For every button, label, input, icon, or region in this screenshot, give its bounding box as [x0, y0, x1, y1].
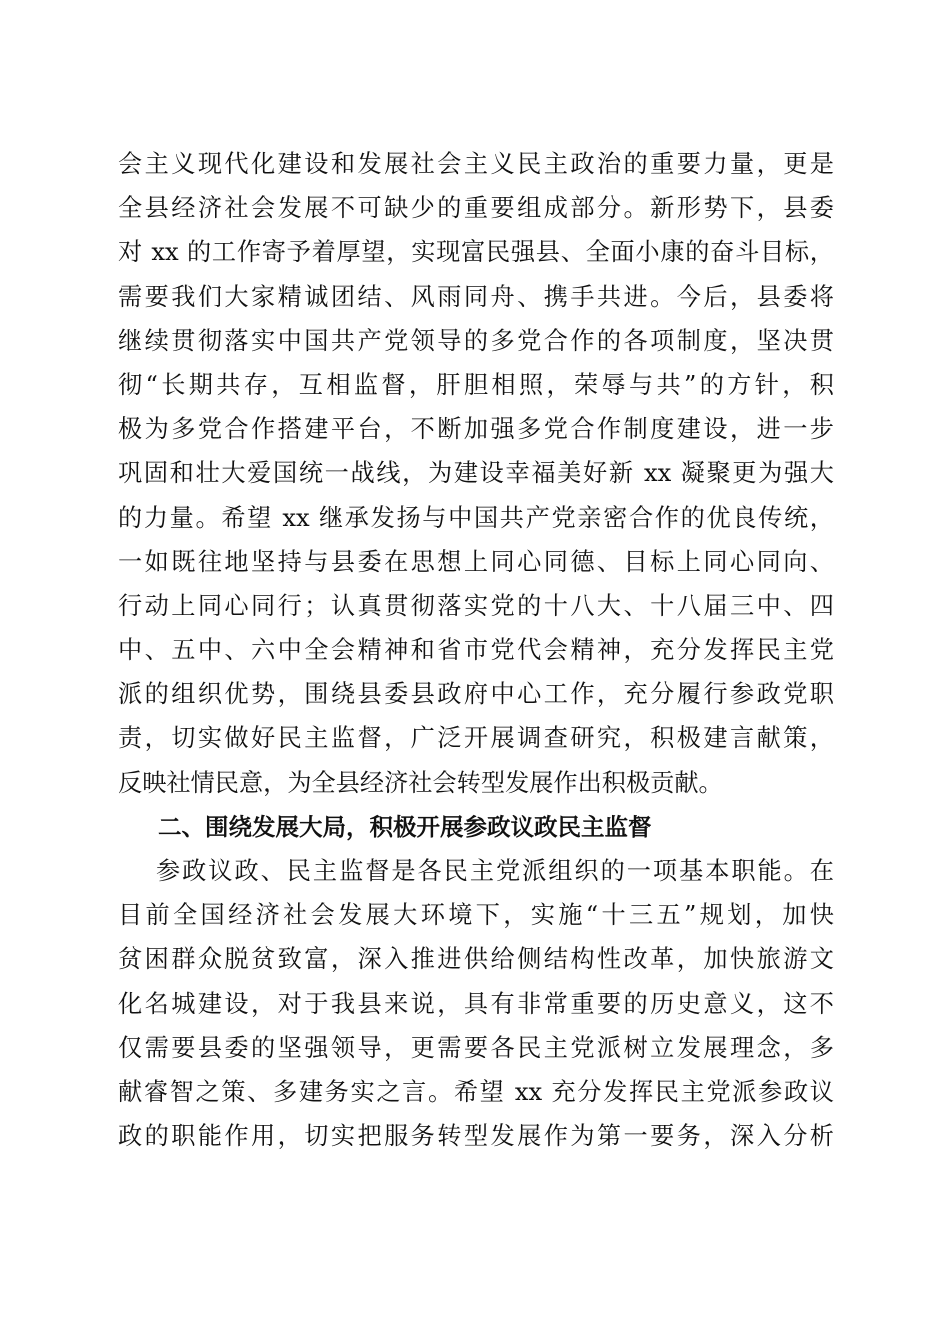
text-line: 责，切实做好民主监督，广泛开展调查研究，积极建言献策，: [118, 724, 834, 753]
text-line: 彻“长期共存，互相监督，肝胆相照，荣辱与共”的方针，积: [118, 370, 834, 399]
text-line: 目前全国经济社会发展大环境下，实施“十三五”规划，加快: [118, 901, 834, 930]
text-line: 中、五中、六中全会精神和省市党代会精神，充分发挥民主党: [118, 636, 834, 665]
text-line: 政的职能作用，切实把服务转型发展作为第一要务，深入分析: [118, 1122, 834, 1151]
text-line: 继续贯彻落实中国共产党领导的多党合作的各项制度，坚决贯: [118, 326, 834, 355]
text-line: 化名城建设，对于我县来说，具有非常重要的历史意义，这不: [118, 989, 834, 1018]
text-line: 对 xx 的工作寄予着厚望，实现富民强县、全面小康的奋斗目标，: [118, 238, 834, 267]
text-line: 参政议政、民主监督是各民主党派组织的一项基本职能。在: [156, 857, 834, 885]
section-heading: 二、围绕发展大局，积极开展参政议政民主监督: [158, 812, 652, 841]
text-line: 极为多党合作搭建平台，不断加强多党合作制度建设，进一步: [118, 415, 834, 444]
text-line: 仅需要县委的坚强领导，更需要各民主党派树立发展理念，多: [118, 1033, 834, 1062]
text-line: 派的组织优势，围绕县委县政府中心工作，充分履行参政党职: [118, 680, 834, 709]
text-line: 一如既往地坚持与县委在思想上同心同德、目标上同心同向、: [118, 547, 834, 576]
text-line: 全县经济社会发展不可缺少的重要组成部分。新形势下，县委: [118, 194, 834, 223]
text-line: 行动上同心同行；认真贯彻落实党的十八大、十八届三中、四: [118, 591, 834, 620]
text-line: 贫困群众脱贫致富，深入推进供给侧结构性改革，加快旅游文: [118, 945, 834, 974]
text-line: 反映社情民意，为全县经济社会转型发展作出积极贡献。: [118, 768, 723, 797]
text-line: 献睿智之策、多建务实之言。希望 xx 充分发挥民主党派参政议: [118, 1077, 834, 1106]
text-line: 的力量。希望 xx 继承发扬与中国共产党亲密合作的优良传统，: [118, 503, 834, 532]
text-line: 需要我们大家精诚团结、风雨同舟、携手共进。今后，县委将: [118, 282, 834, 311]
paragraph-2: [118, 849, 834, 1158]
paragraph-1: [118, 142, 834, 805]
text-line: 会主义现代化建设和发展社会主义民主政治的重要力量，更是: [118, 150, 834, 178]
body-text: [118, 142, 834, 1158]
text-line: 巩固和壮大爱国统一战线，为建设幸福美好新 xx 凝聚更为强大: [118, 459, 834, 488]
